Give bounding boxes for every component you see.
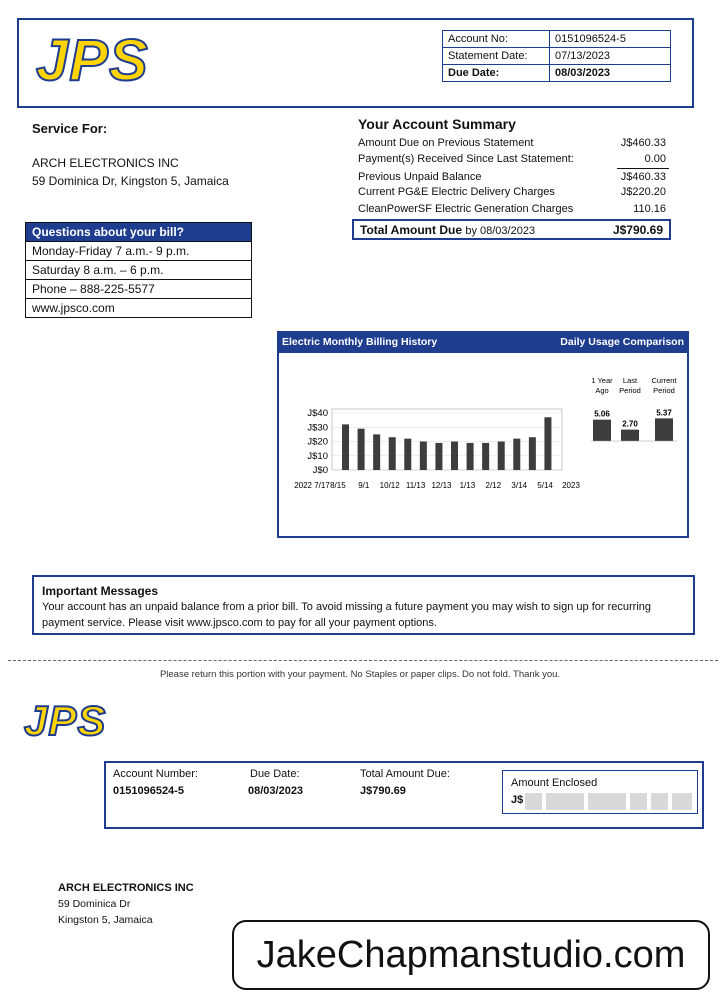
- remit-account-value: 0151096524-5: [113, 785, 184, 797]
- total-amount-due-value: J$790.69: [612, 222, 663, 237]
- x-tick-label: 11/13: [405, 481, 426, 490]
- watermark: JakeChapmanstudio.com: [232, 920, 710, 990]
- history-bar: [420, 442, 427, 471]
- amount-enclosed-box[interactable]: [502, 770, 698, 814]
- daily-value-label: 2.70: [622, 419, 638, 429]
- remit-account-label: Account Number:: [113, 768, 198, 780]
- x-tick-label: 2023: [562, 481, 580, 490]
- mail-line2: Kingston 5, Jamaica: [58, 914, 153, 926]
- x-tick-label: 2/12: [485, 481, 502, 490]
- daily-category-label: Current: [651, 376, 677, 385]
- account-info-value: 0151096524-5: [550, 31, 671, 48]
- daily-value-label: 5.06: [594, 409, 610, 419]
- x-tick-label: 2022 7/17: [294, 481, 330, 490]
- important-messages-body: Your account has an unpaid balance from a prior bill. To avoid missing a future payment you may wish to sign up for recurring payment service. Please visit www.jpsco.com to pay for all your payment options.: [42, 601, 651, 629]
- plot-area: [332, 409, 562, 470]
- remit-due-label: Due Date:: [250, 768, 300, 780]
- history-bar: [342, 424, 349, 470]
- history-bar: [404, 439, 411, 470]
- mail-line1: 59 Dominica Dr: [58, 898, 131, 910]
- account-info-row: [443, 31, 671, 48]
- important-messages-box: [32, 575, 695, 635]
- amount-digit-cell[interactable]: [525, 793, 542, 810]
- total-amount-due-label: Total Amount Due: [360, 222, 462, 237]
- daily-usage-bar: [655, 418, 673, 441]
- history-bar: [373, 434, 380, 470]
- account-info-value: 07/13/2023: [550, 48, 671, 65]
- daily-usage-bar: [593, 420, 611, 441]
- billing-history-chart: [279, 355, 687, 535]
- amount-enclosed-label: Amount Enclosed: [511, 777, 598, 789]
- summary-row: [358, 186, 666, 198]
- history-bar: [389, 437, 396, 470]
- jps-logo: JPS: [24, 697, 107, 744]
- daily-usage-bar: [621, 430, 639, 441]
- y-tick-label: J$20: [307, 436, 328, 448]
- account-info-label: Account No:: [443, 31, 550, 48]
- daily-category-label: Period: [619, 386, 641, 395]
- history-bar: [513, 439, 520, 470]
- history-bar: [529, 437, 536, 470]
- daily-category-label: Period: [653, 386, 675, 395]
- daily-value-label: 5.37: [656, 408, 672, 418]
- questions-row: Saturday 8 a.m. – 6 p.m.: [26, 260, 251, 279]
- questions-box: [25, 222, 252, 318]
- summary-label: Payment(s) Received Since Last Statement:: [358, 153, 574, 165]
- amount-enclosed-prefix: J$: [511, 794, 524, 806]
- x-tick-label: 10/12: [379, 481, 400, 490]
- account-summary-title: Your Account Summary: [358, 116, 516, 132]
- billing-history-title: Electric Monthly Billing History: [282, 336, 438, 348]
- history-bar: [467, 443, 474, 470]
- history-bar: [482, 443, 489, 470]
- daily-category-label: Last: [622, 376, 638, 385]
- summary-value: J$220.20: [620, 186, 666, 198]
- x-tick-label: 9/1: [358, 481, 370, 490]
- tear-line: [8, 660, 718, 661]
- account-info-value: 08/03/2023: [550, 65, 671, 82]
- daily-usage-title: Daily Usage Comparison: [560, 336, 684, 348]
- x-tick-label: 8/15: [330, 481, 346, 490]
- daily-category-label: 1 Year: [591, 376, 613, 385]
- summary-value: J$460.33: [620, 137, 666, 149]
- summary-value: 0.00: [644, 153, 666, 165]
- history-bar: [358, 429, 365, 470]
- summary-row: [358, 171, 666, 183]
- questions-row: Phone – 888-225-5577: [26, 279, 251, 298]
- important-messages-title: Important Messages: [42, 584, 159, 598]
- summary-row: [358, 137, 666, 149]
- summary-label: CleanPowerSF Electric Generation Charges: [358, 203, 574, 215]
- remit-total-label: Total Amount Due:: [360, 768, 450, 780]
- y-tick-label: J$10: [307, 450, 328, 462]
- total-due-date: by 08/03/2023: [465, 224, 536, 237]
- summary-divider: [617, 168, 669, 169]
- history-bar: [451, 442, 458, 471]
- x-tick-label: 5/14: [537, 481, 553, 490]
- questions-row: Monday-Friday 7 a.m.- 9 p.m.: [26, 241, 251, 260]
- account-info-label: Statement Date:: [443, 48, 550, 65]
- questions-website[interactable]: www.jpsco.com: [26, 298, 251, 317]
- account-info-row: [443, 65, 671, 82]
- amount-digit-cell[interactable]: [588, 793, 626, 810]
- summary-label: Current PG&E Electric Delivery Charges: [358, 186, 555, 198]
- summary-label: Amount Due on Previous Statement: [358, 137, 534, 149]
- daily-category-label: Ago: [595, 386, 609, 395]
- remit-due-value: 08/03/2023: [248, 785, 304, 797]
- jps-logo: JPS: [36, 28, 149, 93]
- amount-digit-cell[interactable]: [672, 793, 692, 810]
- total-amount-due-box: [352, 219, 671, 240]
- x-tick-label: 12/13: [431, 481, 452, 490]
- service-address: 59 Dominica Dr, Kingston 5, Jamaica: [32, 174, 229, 188]
- y-tick-label: J$0: [312, 465, 328, 476]
- x-tick-label: 3/14: [511, 481, 527, 490]
- history-bar: [435, 443, 442, 470]
- history-bar: [544, 417, 551, 470]
- y-tick-label: J$30: [307, 422, 328, 434]
- x-tick-label: 1/13: [459, 481, 476, 490]
- y-tick-label: J$40: [307, 408, 328, 419]
- mail-name: ARCH ELECTRONICS INC: [58, 882, 194, 894]
- return-instructions: Please return this portion with your payment. No Staples or paper clips. Do not fold. Thank you.: [159, 669, 561, 680]
- summary-row: [358, 203, 666, 215]
- summary-value: J$460.33: [620, 171, 666, 183]
- account-info-label: Due Date:: [443, 65, 550, 82]
- remit-total-value: J$790.69: [360, 785, 406, 797]
- summary-value: 110.16: [633, 203, 666, 215]
- questions-title: Questions about your bill?: [26, 223, 251, 241]
- history-bar: [498, 442, 505, 471]
- amount-digit-cell[interactable]: [546, 793, 584, 810]
- service-name: ARCH ELECTRONICS INC: [32, 156, 179, 170]
- account-info-table: [442, 30, 671, 82]
- amount-digit-cell[interactable]: [630, 793, 647, 810]
- account-info-row: [443, 48, 671, 65]
- summary-row: [358, 153, 666, 165]
- service-for-title: Service For:: [32, 121, 108, 136]
- amount-digit-cell[interactable]: [651, 793, 668, 810]
- summary-label: Previous Unpaid Balance: [358, 171, 482, 183]
- chart-panel-header: [277, 331, 689, 353]
